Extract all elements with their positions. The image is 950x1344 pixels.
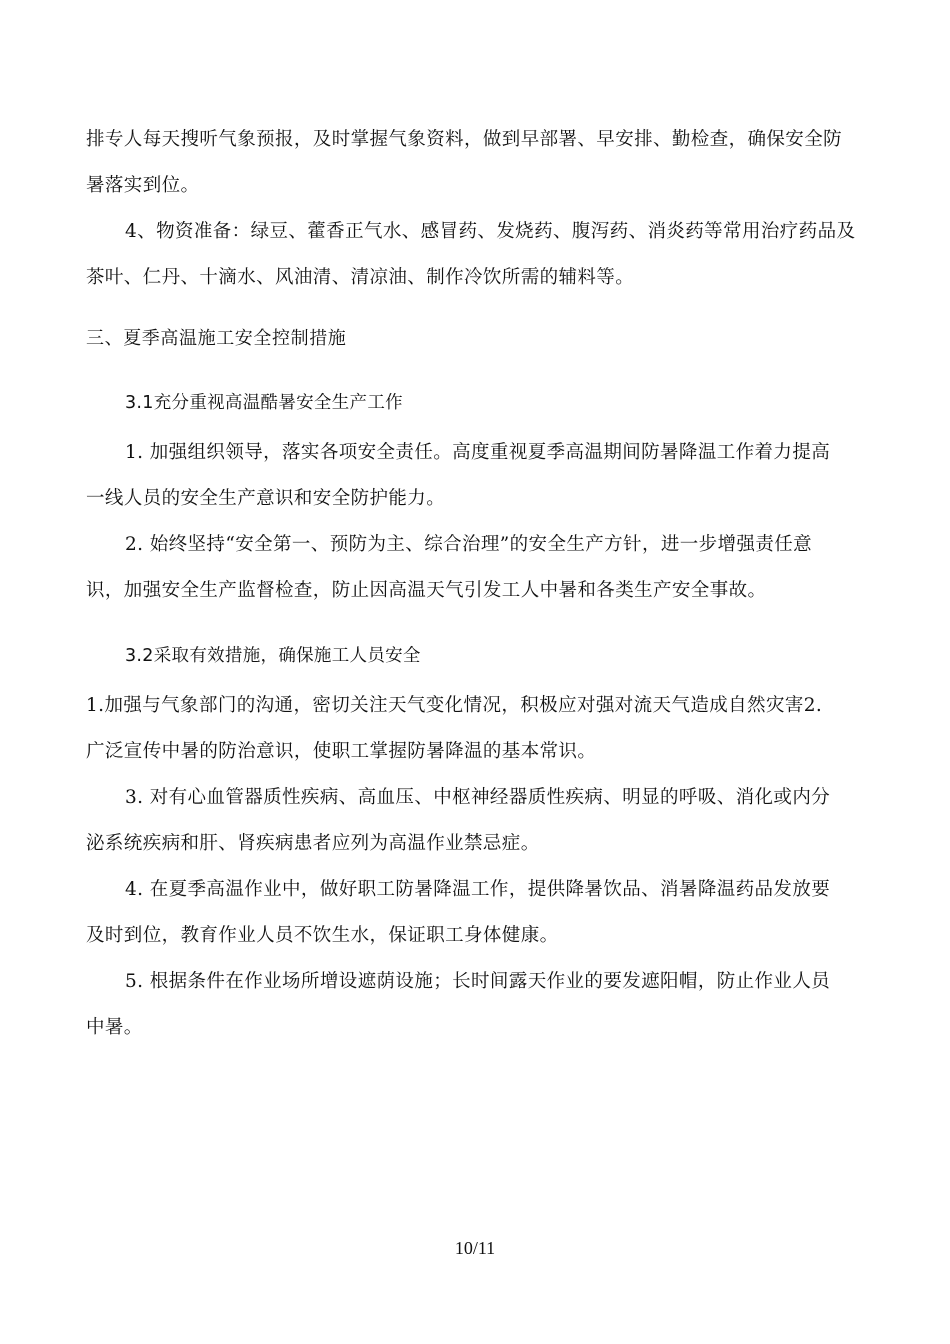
body-text-line: 茶叶、仁丹、十滴水、风油清、清凉油、制作冷饮所需的辅料等。 — [86, 267, 635, 288]
body-text-line: 4、物资准备：绿豆、藿香正气水、感冒药、发烧药、腹泻药、消炎药等常用治疗药品及 — [125, 221, 856, 242]
page-number: 10/11 — [454, 1238, 496, 1258]
body-text-line: 4. 在夏季高温作业中，做好职工防暑降温工作，提供降暑饮品、消暑降温药品发放要 — [125, 879, 831, 900]
body-text-line: 1. 加强组织领导，落实各项安全责任。高度重视夏季高温期间防暑降温工作着力提高 — [125, 442, 831, 463]
body-text-line: 排专人每天搜听气象预报，及时掌握气象资料，做到早部署、早安排、勤检查，确保安全防 — [86, 129, 843, 150]
body-text-line: 一线人员的安全生产意识和安全防护能力。 — [86, 488, 446, 509]
body-text-line: 2. 始终坚持“安全第一、预防为主、综合治理”的安全生产方针，进一步增强责任意 — [125, 534, 813, 555]
body-text-line: 广泛宣传中暑的防治意识，使职工掌握防暑降温的基本常识。 — [86, 741, 597, 762]
body-text-line: 3. 对有心血管器质性疾病、高血压、中枢神经器质性疾病、明显的呼吸、消化或内分 — [125, 787, 831, 808]
subsection-heading: 3.1充分重视高温酷暑安全生产工作 — [125, 393, 403, 413]
body-text-line: 暑落实到位。 — [86, 175, 200, 196]
body-text-line: 中暑。 — [86, 1017, 143, 1038]
body-text-line: 泌系统疾病和肝、肾疾病患者应列为高温作业禁忌症。 — [86, 833, 540, 854]
body-text-line: 5. 根据条件在作业场所增设遮荫设施；长时间露天作业的要发遮阳帽，防止作业人员 — [125, 971, 831, 992]
body-text-line: 1.加强与气象部门的沟通，密切关注天气变化情况，积极应对强对流天气造成自然灾害2. — [86, 695, 823, 716]
subsection-heading: 3.2采取有效措施，确保施工人员安全 — [125, 646, 421, 666]
body-text-line: 及时到位，教育作业人员不饮生水，保证职工身体健康。 — [86, 925, 559, 946]
body-text-line: 识，加强安全生产监督检查，防止因高温天气引发工人中暑和各类生产安全事故。 — [86, 580, 767, 601]
section-heading: 三、夏季高温施工安全控制措施 — [86, 328, 347, 349]
